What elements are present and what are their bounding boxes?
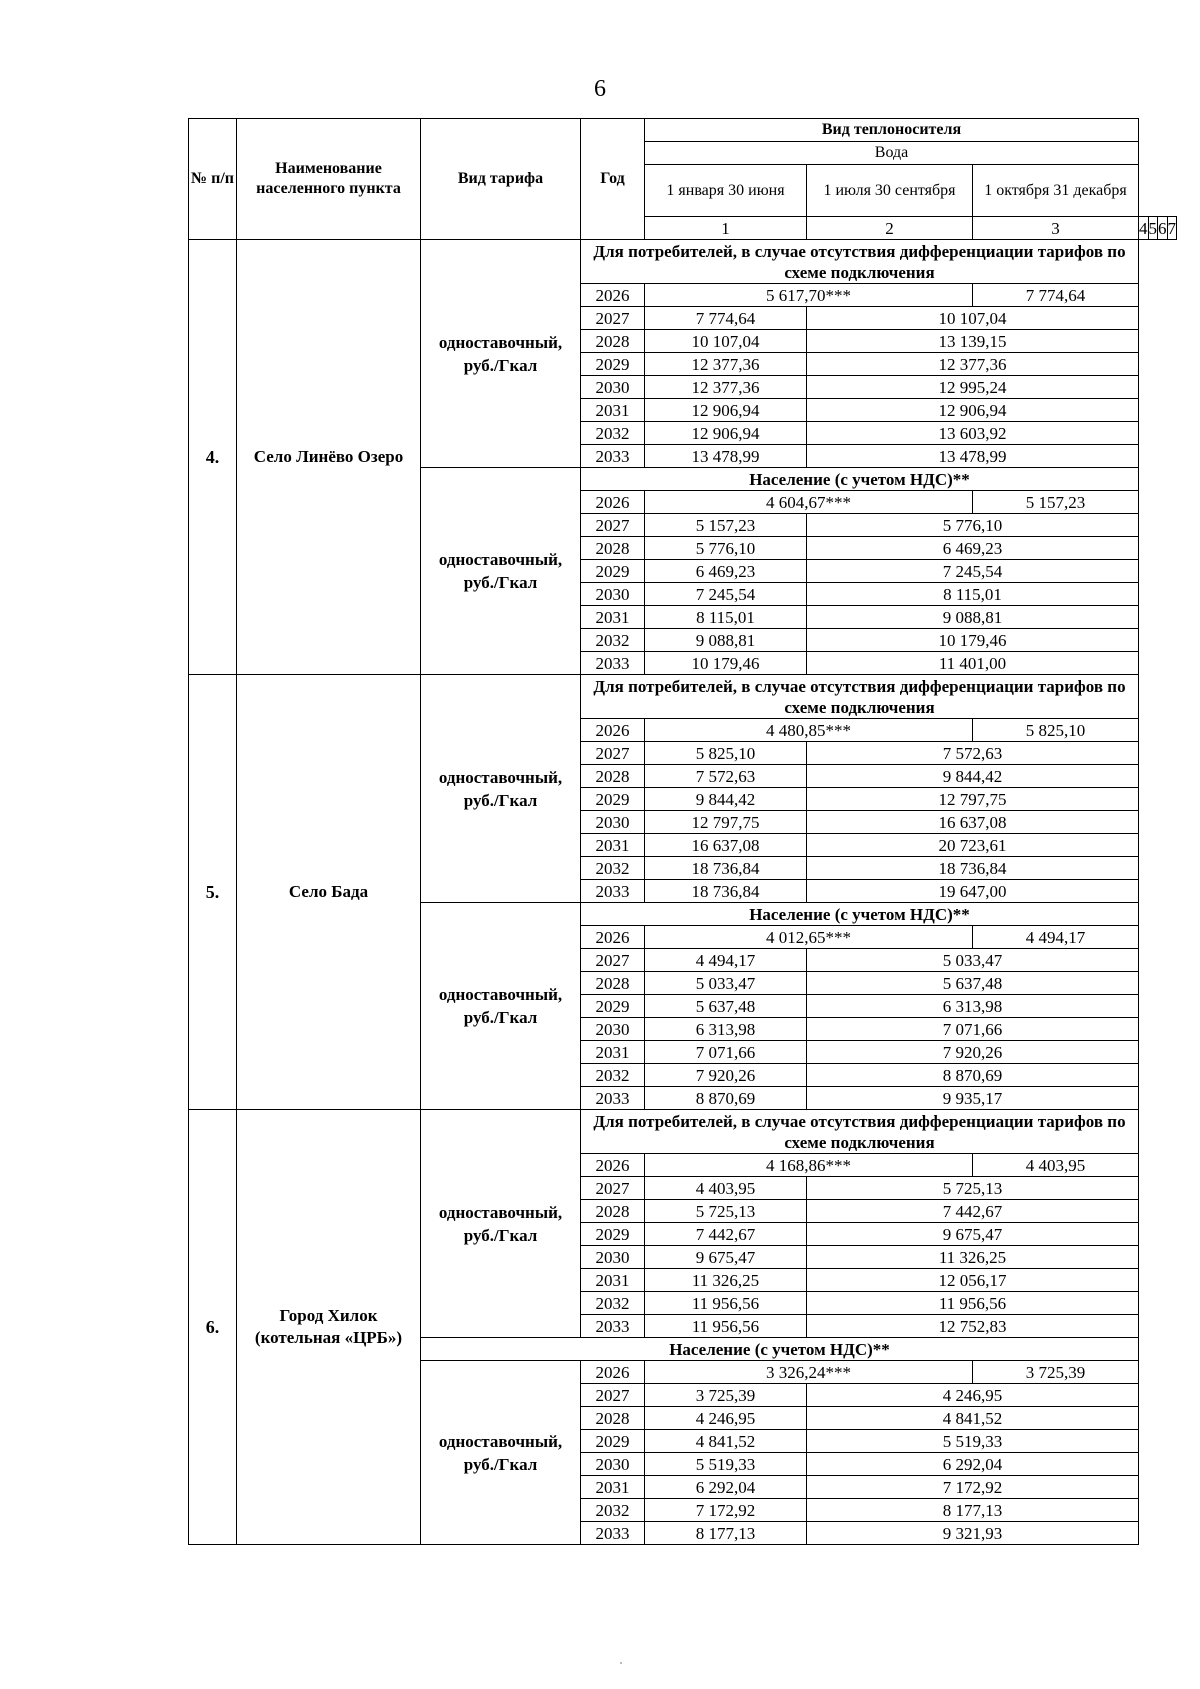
tariff-jan-jun: 9 844,42 — [645, 788, 807, 811]
year-cell: 2027 — [581, 949, 645, 972]
year-cell: 2031 — [581, 1041, 645, 1064]
tariff-jul-dec: 13 139,15 — [807, 330, 1139, 353]
tariff-jul-dec: 7 572,63 — [807, 742, 1139, 765]
group-title: Для потребителей, в случае отсутствия дифференциации тарифов по схеме подключения — [581, 675, 1139, 719]
year-cell: 2030 — [581, 1018, 645, 1041]
tariff-jul-dec: 8 115,01 — [807, 583, 1139, 606]
tariff-jul-dec: 9 321,93 — [807, 1522, 1139, 1545]
tariff-jul-dec: 5 725,13 — [807, 1177, 1139, 1200]
tariff-jan-jun: 5 776,10 — [645, 537, 807, 560]
tariff-jul-dec: 12 056,17 — [807, 1269, 1139, 1292]
row-number: 6. — [189, 1110, 237, 1545]
tariff-jan-jun: 12 797,75 — [645, 811, 807, 834]
tariff-jan-jun: 6 469,23 — [645, 560, 807, 583]
group-title-row — [189, 240, 1177, 284]
tariff-jul-dec: 10 179,46 — [807, 629, 1139, 652]
header-period-jul-sep: 1 июля 30 сентября — [807, 165, 973, 217]
tariff-jul-dec: 9 088,81 — [807, 606, 1139, 629]
tariff-jan-sep: 4 168,86*** — [645, 1154, 973, 1177]
tariff-jul-dec: 19 647,00 — [807, 880, 1139, 903]
year-cell: 2026 — [581, 284, 645, 307]
tariff-table — [188, 118, 1177, 1545]
year-cell: 2029 — [581, 1223, 645, 1246]
year-cell: 2032 — [581, 1292, 645, 1315]
tariff-jan-jun: 5 637,48 — [645, 995, 807, 1018]
tariff-type: одноставочный, руб./Гкал — [421, 675, 581, 903]
tariff-jul-dec: 11 956,56 — [807, 1292, 1139, 1315]
year-cell: 2032 — [581, 857, 645, 880]
scan-speck — [620, 1662, 622, 1664]
tariff-jan-jun: 4 403,95 — [645, 1177, 807, 1200]
tariff-jul-dec: 7 071,66 — [807, 1018, 1139, 1041]
tariff-jul-dec: 9 675,47 — [807, 1223, 1139, 1246]
tariff-jul-dec: 11 326,25 — [807, 1246, 1139, 1269]
column-number: 6 — [1158, 218, 1167, 238]
tariff-type: одноставочный, руб./Гкал — [421, 903, 581, 1110]
tariff-jul-dec: 11 401,00 — [807, 652, 1139, 675]
tariff-jul-dec: 5 776,10 — [807, 514, 1139, 537]
tariff-jul-dec: 5 519,33 — [807, 1430, 1139, 1453]
tariff-jan-jun: 12 377,36 — [645, 376, 807, 399]
tariff-jul-dec: 20 723,61 — [807, 834, 1139, 857]
year-cell: 2032 — [581, 1064, 645, 1087]
tariff-jan-jun: 3 725,39 — [645, 1384, 807, 1407]
year-cell: 2033 — [581, 1315, 645, 1338]
year-cell: 2029 — [581, 560, 645, 583]
tariff-jan-jun: 9 088,81 — [645, 629, 807, 652]
year-cell: 2026 — [581, 1361, 645, 1384]
settlement-name: Село Линёво Озеро — [237, 240, 421, 675]
year-cell: 2030 — [581, 1246, 645, 1269]
column-number: 7 — [1167, 218, 1176, 238]
tariff-jan-jun: 7 774,64 — [645, 307, 807, 330]
tariff-jan-jun: 8 177,13 — [645, 1522, 807, 1545]
tariff-oct-dec: 4 494,17 — [973, 926, 1139, 949]
header-period-jan-jun: 1 января 30 июня — [645, 165, 807, 217]
year-cell: 2026 — [581, 1154, 645, 1177]
year-cell: 2027 — [581, 514, 645, 537]
column-number: 3 — [973, 217, 1139, 240]
year-cell: 2028 — [581, 972, 645, 995]
year-cell: 2033 — [581, 880, 645, 903]
tariff-jul-dec: 12 995,24 — [807, 376, 1139, 399]
header-col-number: № п/п — [189, 119, 237, 240]
tariff-jul-dec: 12 752,83 — [807, 1315, 1139, 1338]
group-title-row — [189, 1110, 1177, 1154]
column-number: 1 — [645, 217, 807, 240]
tariff-jul-dec: 7 172,92 — [807, 1476, 1139, 1499]
year-cell: 2029 — [581, 1430, 645, 1453]
tariff-jan-jun: 6 313,98 — [645, 1018, 807, 1041]
header-period-oct-dec: 1 октября 31 декабря — [973, 165, 1139, 217]
tariff-jul-dec: 7 920,26 — [807, 1041, 1139, 1064]
tariff-jan-jun: 12 377,36 — [645, 353, 807, 376]
tariff-jan-jun: 4 494,17 — [645, 949, 807, 972]
tariff-jan-sep: 3 326,24*** — [645, 1361, 973, 1384]
header-heat-carrier: Вид теплоносителя — [645, 119, 1139, 142]
group-title: Для потребителей, в случае отсутствия дифференциации тарифов по схеме подключения — [581, 1110, 1139, 1154]
tariff-jan-sep: 5 617,70*** — [645, 284, 973, 307]
year-cell: 2028 — [581, 765, 645, 788]
group-title: Население (с учетом НДС)** — [581, 903, 1139, 926]
tariff-jul-dec: 12 906,94 — [807, 399, 1139, 422]
tariff-jul-dec: 9 844,42 — [807, 765, 1139, 788]
tariff-jan-jun: 5 519,33 — [645, 1453, 807, 1476]
year-cell: 2031 — [581, 1269, 645, 1292]
tariff-jan-jun: 9 675,47 — [645, 1246, 807, 1269]
tariff-jan-jun: 10 107,04 — [645, 330, 807, 353]
tariff-jan-jun: 16 637,08 — [645, 834, 807, 857]
year-cell: 2031 — [581, 606, 645, 629]
tariff-jan-jun: 7 572,63 — [645, 765, 807, 788]
tariff-type: одноставочный, руб./Гкал — [421, 240, 581, 468]
year-cell: 2028 — [581, 1407, 645, 1430]
tariff-oct-dec: 3 725,39 — [973, 1361, 1139, 1384]
year-cell: 2026 — [581, 719, 645, 742]
tariff-jul-dec: 16 637,08 — [807, 811, 1139, 834]
tariff-jan-jun: 7 920,26 — [645, 1064, 807, 1087]
settlement-name: Село Бада — [237, 675, 421, 1110]
year-cell: 2028 — [581, 537, 645, 560]
year-cell: 2032 — [581, 629, 645, 652]
tariff-jan-jun: 18 736,84 — [645, 880, 807, 903]
tariff-jul-dec: 6 469,23 — [807, 537, 1139, 560]
tariff-jul-dec: 6 313,98 — [807, 995, 1139, 1018]
tariff-jan-jun: 5 825,10 — [645, 742, 807, 765]
tariff-jan-jun: 8 115,01 — [645, 606, 807, 629]
tariff-jan-jun: 5 157,23 — [645, 514, 807, 537]
year-cell: 2030 — [581, 583, 645, 606]
year-cell: 2031 — [581, 399, 645, 422]
tariff-jul-dec: 7 245,54 — [807, 560, 1139, 583]
year-cell: 2029 — [581, 788, 645, 811]
tariff-type: одноставочный, руб./Гкал — [421, 1110, 581, 1338]
group-title-row — [189, 675, 1177, 719]
year-cell: 2030 — [581, 376, 645, 399]
tariff-jan-jun: 8 870,69 — [645, 1087, 807, 1110]
tariff-jan-jun: 7 442,67 — [645, 1223, 807, 1246]
year-cell: 2032 — [581, 422, 645, 445]
year-cell: 2033 — [581, 1087, 645, 1110]
tariff-jul-dec: 7 442,67 — [807, 1200, 1139, 1223]
year-cell: 2027 — [581, 742, 645, 765]
tariff-jul-dec: 12 377,36 — [807, 353, 1139, 376]
tariff-jan-jun: 4 246,95 — [645, 1407, 807, 1430]
year-cell: 2027 — [581, 1177, 645, 1200]
header-water: Вода — [645, 142, 1139, 165]
tariff-type: одноставочный, руб./Гкал — [421, 468, 581, 675]
tariff-jul-dec: 10 107,04 — [807, 307, 1139, 330]
tariff-jan-jun: 13 478,99 — [645, 445, 807, 468]
tariff-jan-jun: 7 172,92 — [645, 1499, 807, 1522]
tariff-oct-dec: 5 157,23 — [973, 491, 1139, 514]
tariff-jan-jun: 11 326,25 — [645, 1269, 807, 1292]
page-number: 6 — [594, 76, 606, 102]
group-title: Для потребителей, в случае отсутствия дифференциации тарифов по схеме подключения — [581, 240, 1139, 284]
year-cell: 2032 — [581, 1499, 645, 1522]
year-cell: 2026 — [581, 926, 645, 949]
tariff-jan-jun: 5 725,13 — [645, 1200, 807, 1223]
year-cell: 2033 — [581, 1522, 645, 1545]
year-cell: 2033 — [581, 445, 645, 468]
header-col-tariff-type: Вид тарифа — [421, 119, 581, 240]
year-cell: 2026 — [581, 491, 645, 514]
column-number: 4 — [1139, 218, 1148, 238]
tariff-jan-sep: 4 012,65*** — [645, 926, 973, 949]
tariff-jul-dec: 5 637,48 — [807, 972, 1139, 995]
year-cell: 2029 — [581, 353, 645, 376]
tariff-jan-sep: 4 480,85*** — [645, 719, 973, 742]
tariff-type: одноставочный, руб./Гкал — [421, 1361, 581, 1545]
year-cell: 2028 — [581, 330, 645, 353]
tariff-oct-dec: 4 403,95 — [973, 1154, 1139, 1177]
tariff-jul-dec: 5 033,47 — [807, 949, 1139, 972]
tariff-jul-dec: 9 935,17 — [807, 1087, 1139, 1110]
tariff-jul-dec: 13 478,99 — [807, 445, 1139, 468]
tariff-jan-jun: 11 956,56 — [645, 1292, 807, 1315]
year-cell: 2027 — [581, 1384, 645, 1407]
tariff-jan-jun: 7 245,54 — [645, 583, 807, 606]
tariff-jan-sep: 4 604,67*** — [645, 491, 973, 514]
tariff-jul-dec: 13 603,92 — [807, 422, 1139, 445]
group-title: Население (с учетом НДС)** — [581, 468, 1139, 491]
tariff-jan-jun: 4 841,52 — [645, 1430, 807, 1453]
tariff-jul-dec: 4 841,52 — [807, 1407, 1139, 1430]
tariff-jul-dec: 8 177,13 — [807, 1499, 1139, 1522]
tariff-jan-jun: 18 736,84 — [645, 857, 807, 880]
header-col-settlement: Наименование населенного пункта — [237, 119, 421, 240]
tariff-jan-jun: 7 071,66 — [645, 1041, 807, 1064]
tariff-jan-jun: 12 906,94 — [645, 399, 807, 422]
group-title: Население (с учетом НДС)** — [421, 1338, 1139, 1361]
year-cell: 2031 — [581, 1476, 645, 1499]
tariff-jul-dec: 18 736,84 — [807, 857, 1139, 880]
row-number: 4. — [189, 240, 237, 675]
year-cell: 2030 — [581, 811, 645, 834]
year-cell: 2027 — [581, 307, 645, 330]
tariff-jul-dec: 12 797,75 — [807, 788, 1139, 811]
tariff-jan-jun: 11 956,56 — [645, 1315, 807, 1338]
header-col-year: Год — [581, 119, 645, 240]
tariff-jan-jun: 10 179,46 — [645, 652, 807, 675]
tariff-jan-jun: 5 033,47 — [645, 972, 807, 995]
year-cell: 2033 — [581, 652, 645, 675]
tariff-jul-dec: 8 870,69 — [807, 1064, 1139, 1087]
tariff-jan-jun: 6 292,04 — [645, 1476, 807, 1499]
tariff-jan-jun: 12 906,94 — [645, 422, 807, 445]
year-cell: 2028 — [581, 1200, 645, 1223]
tariff-jul-dec: 4 246,95 — [807, 1384, 1139, 1407]
tariff-oct-dec: 5 825,10 — [973, 719, 1139, 742]
column-number: 5 — [1148, 218, 1157, 238]
settlement-name: Город Хилок (котельная «ЦРБ») — [237, 1110, 421, 1545]
year-cell: 2030 — [581, 1453, 645, 1476]
tariff-jul-dec: 6 292,04 — [807, 1453, 1139, 1476]
year-cell: 2029 — [581, 995, 645, 1018]
year-cell: 2031 — [581, 834, 645, 857]
column-number: 2 — [807, 217, 973, 240]
tariff-oct-dec: 7 774,64 — [973, 284, 1139, 307]
row-number: 5. — [189, 675, 237, 1110]
